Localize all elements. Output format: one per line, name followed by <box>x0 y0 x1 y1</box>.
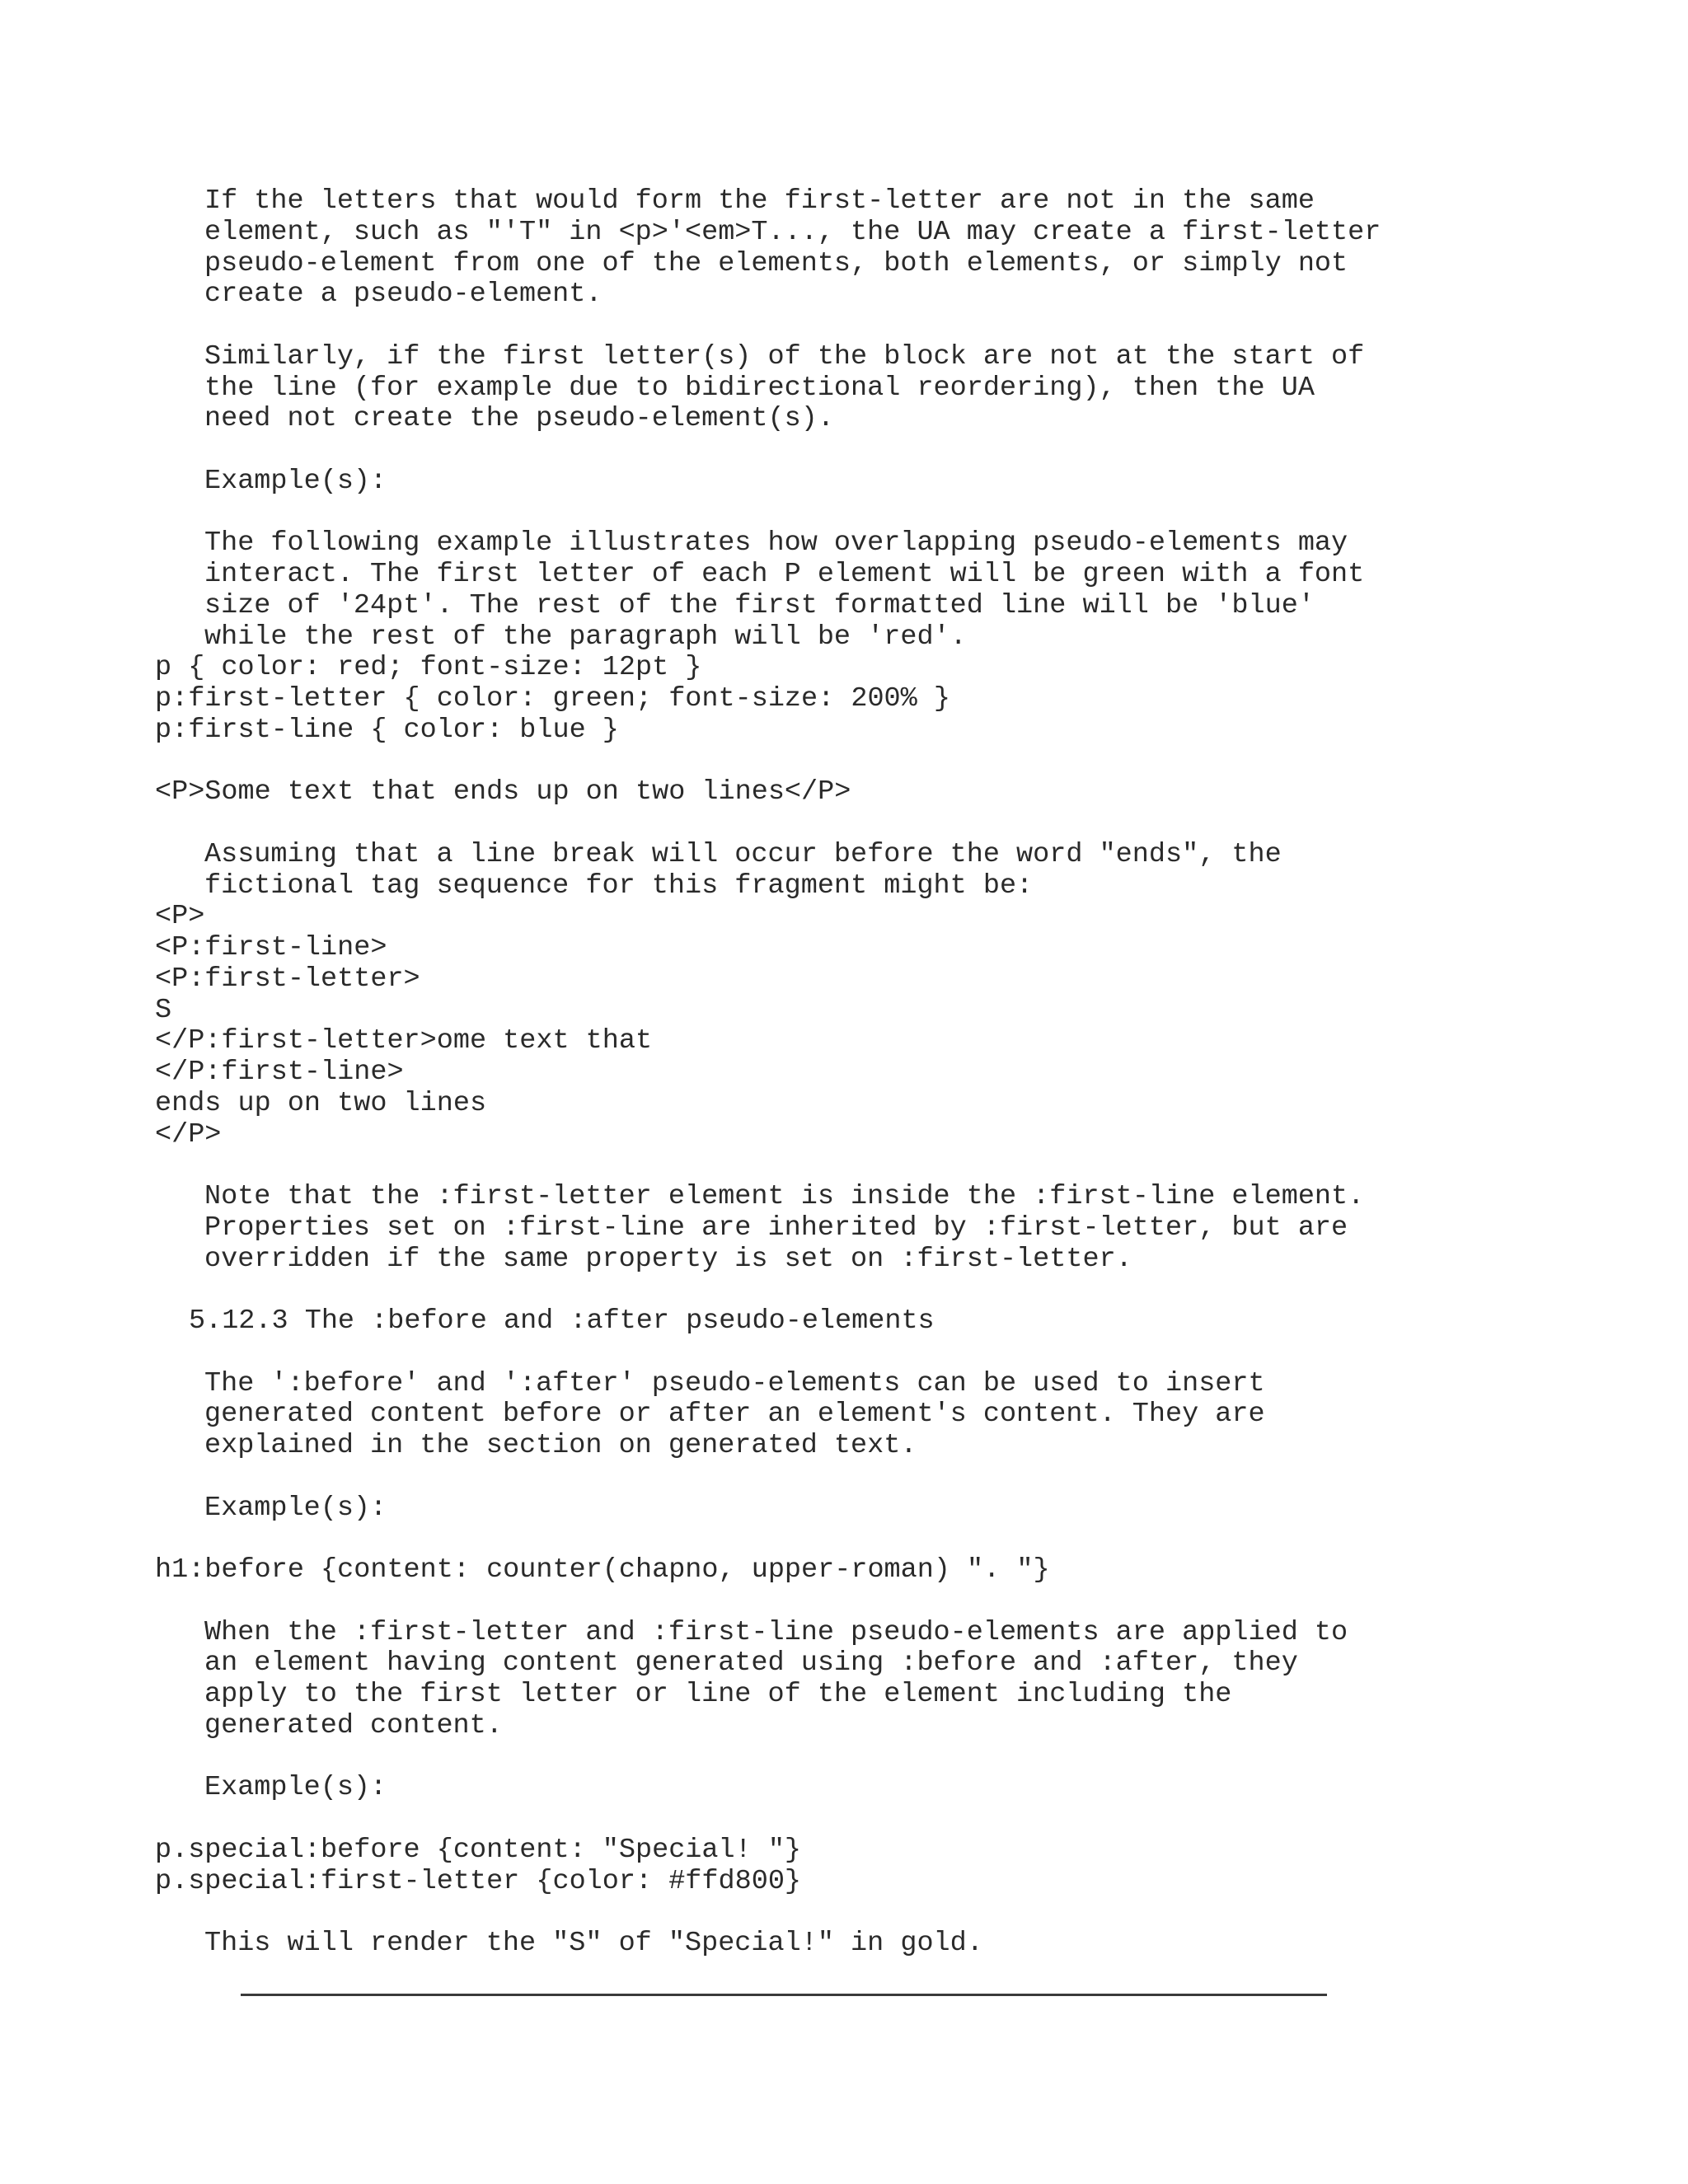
spacer <box>0 311 1688 342</box>
code-line-h1-before: h1:before {content: counter(chapno, upper-roman) ". "} <box>155 1554 1050 1586</box>
paragraph-note <box>0 1182 1688 1275</box>
text-line: an element having content generated using :before and :after, they <box>204 1647 1298 1680</box>
code-line: <P:first-line> <box>155 932 387 963</box>
horizontal-rule <box>241 1994 1327 1996</box>
text-line: If the letters that would form the first-letter are not in the same <box>204 185 1315 217</box>
paragraph-overlap <box>0 528 1688 653</box>
spacer <box>0 1742 1688 1774</box>
spacer <box>0 1275 1688 1306</box>
text-line: need not create the pseudo-element(s). <box>204 403 834 435</box>
text-line: fictional tag sequence for this fragment might be: <box>204 869 1034 902</box>
spacer <box>0 1524 1688 1555</box>
spacer <box>0 435 1688 466</box>
text-line: When the :first-letter and :first-line pseudo-elements are applied to <box>204 1616 1348 1648</box>
paragraph-first-letter-elements <box>0 186 1688 311</box>
paragraph-when <box>0 1618 1688 1742</box>
code-line: </P:first-line> <box>155 1057 404 1088</box>
spacer <box>0 808 1688 840</box>
code-block-css-1 <box>0 653 1688 746</box>
example-label: Example(s): <box>204 1772 387 1804</box>
paragraph-bidi <box>0 342 1688 435</box>
section-heading: 5.12.3 The :before and :after pseudo-elements <box>189 1305 935 1337</box>
text-line: generated content. <box>204 1709 503 1741</box>
code-line: p.special:first-letter {color: #ffd800} <box>155 1865 802 1897</box>
code-line: p { color: red; font-size: 12pt } <box>155 652 702 684</box>
code-line: p:first-line { color: blue } <box>155 714 619 746</box>
text-line: while the rest of the paragraph will be 'red'. <box>204 621 967 653</box>
text-line: generated content before or after an element's content. They are <box>204 1399 1265 1431</box>
text-line: overridden if the same property is set on :first-letter. <box>204 1243 1132 1275</box>
text-line: Similarly, if the first letter(s) of the block are not at the start of <box>204 340 1365 373</box>
example-label: Example(s): <box>204 1492 387 1524</box>
text-line: create a pseudo-element. <box>204 279 603 311</box>
example-label: Example(s): <box>204 465 387 497</box>
text-line: apply to the first letter or line of the element including the <box>204 1679 1232 1710</box>
text-line: size of '24pt'. The rest of the first formatted line will be 'blue' <box>204 589 1315 621</box>
code-line: p:first-letter { color: green; font-size: 200% } <box>155 683 950 715</box>
text-line: Note that the :first-letter element is inside the :first-line element. <box>204 1181 1365 1212</box>
spacer <box>0 498 1688 529</box>
code-line: ends up on two lines <box>155 1087 487 1119</box>
spacer <box>0 1338 1688 1369</box>
spacer <box>0 1897 1688 1929</box>
text-line: The ':before' and ':after' pseudo-elements can be used to insert <box>204 1367 1265 1399</box>
document-page <box>0 186 1688 1960</box>
code-line-html: <P>Some text that ends up on two lines</P> <box>155 776 851 808</box>
code-line: </P:first-letter>ome text that <box>155 1025 653 1057</box>
text-line: Assuming that a line break will occur before the word "ends", the <box>204 838 1282 870</box>
code-line: <P:first-letter> <box>155 963 420 995</box>
spacer <box>0 1586 1688 1618</box>
paragraph-assuming <box>0 840 1688 902</box>
code-line: <P> <box>155 901 205 933</box>
text-line: pseudo-element from one of the elements, both elements, or simply not <box>204 247 1348 279</box>
code-block-css-3 <box>0 1835 1688 1898</box>
spacer <box>0 747 1688 778</box>
code-block-tag-sequence <box>0 902 1688 1151</box>
text-line: The following example illustrates how overlapping pseudo-elements may <box>204 527 1348 560</box>
code-line: p.special:before {content: "Special! "} <box>155 1834 802 1866</box>
text-line: element, such as "'T" in <p>'<em>T..., the UA may create a first-letter <box>204 216 1381 248</box>
text-line: Properties set on :first-line are inherited by :first-letter, but are <box>204 1212 1348 1244</box>
spacer <box>0 1462 1688 1493</box>
code-line: S <box>155 994 172 1026</box>
text-line: explained in the section on generated text. <box>204 1430 917 1461</box>
paragraph-gold: This will render the "S" of "Special!" in gold. <box>204 1928 983 1959</box>
text-line: the line (for example due to bidirectional reordering), then the UA <box>204 372 1315 404</box>
paragraph-before-after <box>0 1369 1688 1462</box>
text-line: interact. The first letter of each P element will be green with a font <box>204 559 1365 590</box>
spacer <box>0 1804 1688 1835</box>
code-line: </P> <box>155 1118 222 1151</box>
spacer <box>0 1151 1688 1182</box>
